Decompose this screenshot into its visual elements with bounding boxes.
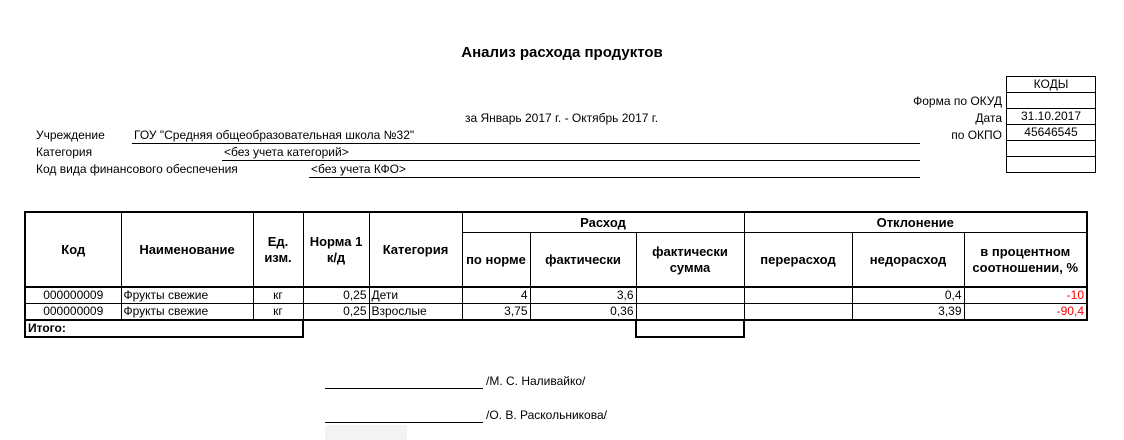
group-deviation: Отклонение: [744, 212, 1087, 233]
cell-overspend: [744, 304, 852, 321]
col-by-norm: по норме: [462, 233, 530, 288]
kfo-underline: [309, 177, 920, 178]
total-spacer: [744, 320, 852, 337]
okpo-value: 45646545: [1007, 125, 1096, 141]
signature-name: /О. В. Раскольникова/: [486, 408, 607, 422]
cell-actual-sum: [636, 304, 744, 321]
cell-underspend: 0,4: [852, 287, 964, 304]
total-spacer: [121, 320, 253, 337]
cell-category: Дети: [369, 287, 462, 304]
col-name: Наименование: [121, 212, 253, 287]
cell-underspend: 3,39: [852, 304, 964, 321]
cell-code: 000000009: [25, 304, 121, 321]
consumption-table: [24, 211, 1088, 338]
total-spacer: [852, 320, 964, 337]
total-spacer: [253, 320, 303, 337]
codes-header: КОДЫ: [1007, 77, 1096, 93]
col-overspend: перерасход: [744, 233, 852, 288]
col-code: Код: [25, 212, 121, 287]
col-underspend: недорасход: [852, 233, 964, 288]
total-spacer: [369, 320, 462, 337]
table-row: [25, 287, 1087, 304]
date-value: 31.10.2017: [1007, 109, 1096, 125]
category-underline: [222, 160, 920, 161]
cell-actual: 3,6: [530, 287, 636, 304]
okpo-label: по ОКПО: [951, 128, 1002, 142]
col-unit: Ед. изм.: [253, 212, 303, 287]
report-period: за Январь 2017 г. - Октябрь 2017 г.: [465, 111, 659, 125]
total-label: Итого:: [25, 320, 121, 337]
cell-actual: 0,36: [530, 304, 636, 321]
cell-norm: 0,25: [303, 287, 369, 304]
cell-actual-sum: [636, 287, 744, 304]
total-row: [25, 320, 1087, 337]
institution-underline: [132, 143, 920, 144]
signature-line: [325, 422, 483, 423]
total-spacer: [462, 320, 530, 337]
category-value: <без учета категорий>: [224, 145, 349, 159]
report-title: Анализ расхода продуктов: [461, 44, 663, 61]
col-norm: Норма 1 к/д: [303, 212, 369, 287]
signature-line: [325, 388, 483, 389]
cell-name: Фрукты свежие: [121, 304, 253, 321]
date-label: Дата: [975, 111, 1002, 125]
col-category: Категория: [369, 212, 462, 287]
cell-selection-block: [325, 425, 407, 440]
cell-name: Фрукты свежие: [121, 287, 253, 304]
institution-value: ГОУ "Средняя общеобразовательная школа №32": [134, 128, 415, 142]
kfo-label: Код вида финансового обеспечения: [36, 162, 238, 176]
group-consumption: Расход: [462, 212, 744, 233]
cell-overspend: [744, 287, 852, 304]
codes-box: [1006, 76, 1096, 173]
okud-value: [1007, 93, 1096, 109]
col-actual-sum: фактически сумма: [636, 233, 744, 288]
cell-norm: 0,25: [303, 304, 369, 321]
col-actual: фактически: [530, 233, 636, 288]
col-percent: в процентном соотношении, %: [964, 233, 1087, 288]
cell-category: Взрослые: [369, 304, 462, 321]
codes-empty-row: [1007, 157, 1096, 173]
kfo-value: <без учета КФО>: [311, 162, 406, 176]
total-spacer: [303, 320, 369, 337]
total-actual-sum: [636, 320, 744, 337]
total-spacer: [964, 320, 1087, 337]
cell-unit: кг: [253, 287, 303, 304]
cell-by-norm: 4: [462, 287, 530, 304]
table-row: [25, 304, 1087, 321]
total-spacer: [530, 320, 636, 337]
cell-unit: кг: [253, 304, 303, 321]
institution-label: Учреждение: [36, 128, 105, 142]
signature-name: /М. С. Наливайко/: [486, 374, 586, 388]
okud-label: Форма по ОКУД: [913, 94, 1002, 108]
cell-percent: -90,4: [964, 304, 1087, 321]
cell-percent: -10: [964, 287, 1087, 304]
category-label: Категория: [36, 145, 93, 159]
cell-code: 000000009: [25, 287, 121, 304]
codes-empty-row: [1007, 141, 1096, 157]
cell-by-norm: 3,75: [462, 304, 530, 321]
